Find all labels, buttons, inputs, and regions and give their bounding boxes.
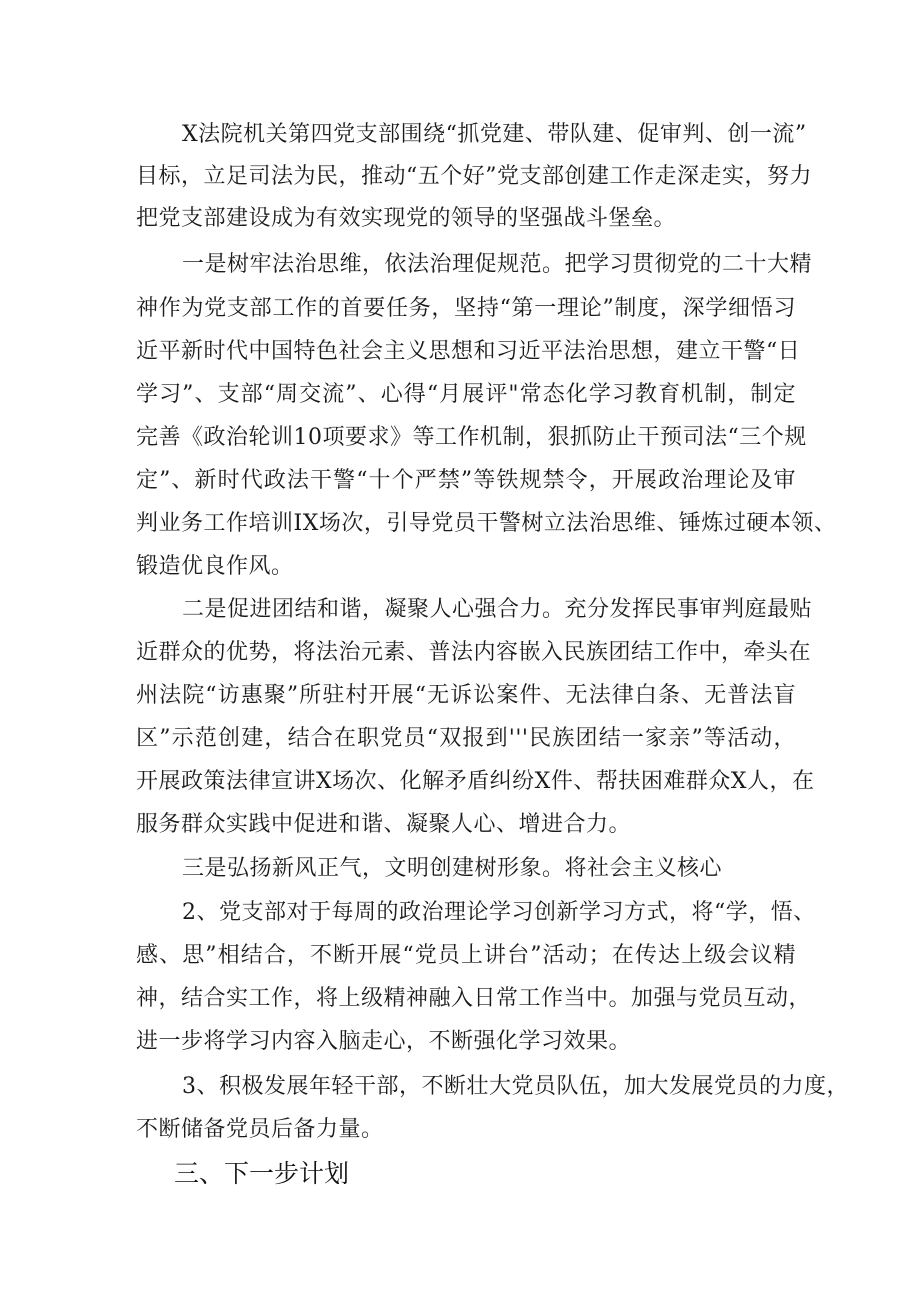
paragraph-4-line-1: 三是弘扬新风正气，文明创建树形象。将社会主义核心 <box>182 856 723 881</box>
paragraph-3-line-3: 州法院“访惠聚”所驻村开展“无诉讼案件、无法律白条、无普法盲 <box>136 683 796 708</box>
paragraph-3-line-2: 近群众的优势，将法治元素、普法内容嵌入民族团结工作中，牵头在 <box>136 640 812 665</box>
paragraph-1-line-2: 目标，立足司法为民，推动“五个好”党支部创建工作走深走实，努力 <box>136 164 812 189</box>
paragraph-5-line-1: 2、党支部对于每周的政治理论学习创新学习方式，将“学，悟、 <box>182 900 816 925</box>
paragraph-3-line-1: 二是促进团结和谐，凝聚人心强合力。充分发挥民事审判庭最贴 <box>182 597 813 622</box>
paragraph-2-line-8: 锻造优良作风。 <box>136 554 294 579</box>
paragraph-2-line-7: 判业务工作培训IX场次，引导党员干警树立法治思维、锤炼过硬本领、 <box>136 511 837 536</box>
paragraph-2-line-2: 神作为党支部工作的首要任务，坚持“第一理论”制度，深学细悟习 <box>136 296 796 321</box>
paragraph-3-line-5: 开展政策法律宣讲X场次、化解矛盾纠纷X件、帮扶困难群众X人，在 <box>136 769 815 794</box>
paragraph-5-line-4: 进一步将学习内容入脑走心，不断强化学习效果。 <box>136 1029 632 1054</box>
paragraph-2-line-3: 近平新时代中国特色社会主义思想和习近平法治思想，建立干警“日 <box>136 339 801 364</box>
paragraph-5-line-3: 神，结合实工作，将上级精神融入日常工作当中。加强与党员互动， <box>136 986 812 1011</box>
paragraph-2-line-1: 一是树牢法治思维，依法治理促规范。把学习贯彻党的二十大精 <box>182 252 813 277</box>
paragraph-1-line-1: X法院机关第四党支部围绕“抓党建、带队建、促审判、创一流” <box>182 122 807 147</box>
section-heading: 三、下一步计划 <box>174 1159 350 1188</box>
paragraph-6-line-2: 不断储备党员后备力量。 <box>136 1117 384 1142</box>
paragraph-2-line-5: 完善《政治轮训10项要求》等工作机制，狠抓防止干预司法“三个规 <box>136 425 807 450</box>
paragraph-6-line-1: 3、积极发展年轻干部，不断壮大党员队伍，加大发展党员的力度， <box>182 1074 849 1099</box>
paragraph-3-line-4: 区”示范创建，结合在职党员“双报到'''民族团结一家亲”等活动， <box>136 726 796 751</box>
paragraph-2-line-4: 学习”、支部“周交流”、心得“月展评"常态化学习教育机制，制定 <box>136 382 796 407</box>
paragraph-1-line-3: 把党支部建设成为有效实现党的领导的坚强战斗堡垒。 <box>136 206 677 231</box>
paragraph-3-line-6: 服务群众实践中促进和谐、凝聚人心、增进合力。 <box>136 812 632 837</box>
paragraph-5-line-2: 感、思”相结合，不断开展“党员上讲台”活动；在传达上级会议精 <box>136 943 796 968</box>
paragraph-2-line-6: 定”、新时代政法干警“十个严禁”等铁规禁令，开展政治理论及审 <box>136 468 796 493</box>
